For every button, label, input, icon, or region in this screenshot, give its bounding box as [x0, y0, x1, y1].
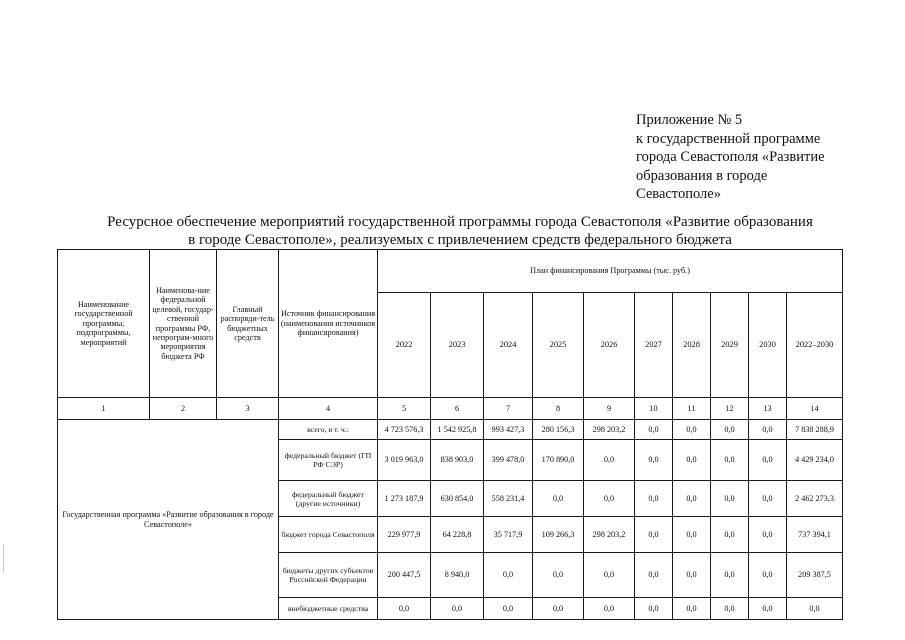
value-cell: 0,0 — [749, 420, 787, 440]
total-cell: 0,0 — [787, 598, 843, 620]
appendix-line: образования в городе — [636, 167, 768, 184]
value-cell: 0,0 — [673, 481, 711, 517]
column-number: 11 — [673, 398, 711, 420]
header-year: 2022 — [378, 293, 431, 398]
header-year: 2023 — [431, 293, 484, 398]
funding-source-cell: бюджеты других субъектов Российской Федерации — [279, 553, 378, 598]
column-number: 12 — [711, 398, 749, 420]
total-cell: 7 838 288,9 — [787, 420, 843, 440]
column-number: 8 — [533, 398, 584, 420]
column-number: 1 — [58, 398, 150, 420]
funding-source-cell: внебюджетные средства — [279, 598, 378, 620]
value-cell: 0,0 — [635, 517, 673, 553]
program-name-cell: Государственная программа «Развитие образования в городе Севастополе» — [58, 420, 279, 620]
value-cell: 0,0 — [673, 440, 711, 481]
funding-source-cell: федеральный бюджет (ГП РФ СЭР) — [279, 440, 378, 481]
value-cell: 838 903,0 — [431, 440, 484, 481]
value-cell: 0,0 — [711, 517, 749, 553]
value-cell: 0,0 — [673, 598, 711, 620]
title-line-1: Ресурсное обеспечение мероприятий государственной программы города Севастополя «Развитие образования — [107, 214, 813, 230]
value-cell: 229 977,9 — [378, 517, 431, 553]
value-cell: 200 447,5 — [378, 553, 431, 598]
total-cell: 4 429 234,0 — [787, 440, 843, 481]
column-number: 6 — [431, 398, 484, 420]
table-row — [58, 420, 843, 440]
value-cell: 0,0 — [431, 598, 484, 620]
header-year: 2029 — [711, 293, 749, 398]
value-cell: 170 890,0 — [533, 440, 584, 481]
value-cell: 0,0 — [711, 440, 749, 481]
value-cell: 8 940,0 — [431, 553, 484, 598]
value-cell: 0,0 — [673, 553, 711, 598]
header-year: 2030 — [749, 293, 787, 398]
value-cell: 0,0 — [749, 481, 787, 517]
total-cell: 737 394,1 — [787, 517, 843, 553]
column-number: 9 — [584, 398, 635, 420]
value-cell: 0,0 — [749, 517, 787, 553]
value-cell: 0,0 — [673, 420, 711, 440]
header-year-total: 2022–2030 — [787, 293, 843, 398]
column-number-row — [58, 398, 843, 420]
value-cell: 0,0 — [711, 598, 749, 620]
appendix-block — [636, 111, 896, 204]
value-cell: 0,0 — [533, 481, 584, 517]
value-cell: 0,0 — [584, 440, 635, 481]
total-cell: 2 462 273,3 — [787, 481, 843, 517]
column-number: 13 — [749, 398, 787, 420]
column-number: 4 — [279, 398, 378, 420]
value-cell: 0,0 — [584, 481, 635, 517]
value-cell: 0,0 — [635, 553, 673, 598]
header-budget-manager: Главный распоряди-тель бюджетных средств — [217, 250, 279, 398]
document-title — [60, 213, 860, 249]
value-cell: 0,0 — [484, 598, 533, 620]
value-cell: 35 717,9 — [484, 517, 533, 553]
header-financing-plan: План финансирования Программы (тыс. руб.) — [378, 250, 843, 293]
value-cell: 0,0 — [533, 598, 584, 620]
value-cell: 0,0 — [635, 598, 673, 620]
funding-source-cell: федеральный бюджет (другие источники) — [279, 481, 378, 517]
title-line-2: в городе Севастополе», реализуемых с привлечением средств федерального бюджета — [188, 232, 732, 248]
value-cell: 0,0 — [584, 553, 635, 598]
value-cell: 0,0 — [635, 440, 673, 481]
value-cell: 4 723 576,3 — [378, 420, 431, 440]
value-cell: 630 854,0 — [431, 481, 484, 517]
total-cell: 209 387,5 — [787, 553, 843, 598]
header-year: 2026 — [584, 293, 635, 398]
value-cell: 3 019 963,0 — [378, 440, 431, 481]
header-funding-source: Источник финансирования (наименования источников финансирования) — [279, 250, 378, 398]
value-cell: 0,0 — [484, 553, 533, 598]
value-cell: 0,0 — [749, 553, 787, 598]
column-number: 7 — [484, 398, 533, 420]
appendix-line: Приложение № 5 — [636, 112, 743, 128]
value-cell: 1 273 187,9 — [378, 481, 431, 517]
value-cell: 0,0 — [584, 598, 635, 620]
column-number: 5 — [378, 398, 431, 420]
value-cell: 1 542 925,8 — [431, 420, 484, 440]
header-program-name: Наименование государственной программы, подпрограммы, мероприятий — [58, 250, 150, 398]
header-year: 2027 — [635, 293, 673, 398]
value-cell: 0,0 — [749, 440, 787, 481]
value-cell: 0,0 — [673, 517, 711, 553]
column-number: 14 — [787, 398, 843, 420]
column-number: 2 — [150, 398, 217, 420]
column-number: 10 — [635, 398, 673, 420]
value-cell: 0,0 — [711, 553, 749, 598]
value-cell: 399 478,0 — [484, 440, 533, 481]
scan-edge-mark — [3, 545, 4, 573]
value-cell: 0,0 — [533, 553, 584, 598]
value-cell: 993 427,3 — [484, 420, 533, 440]
header-row — [58, 250, 843, 293]
header-year: 2024 — [484, 293, 533, 398]
header-year: 2025 — [533, 293, 584, 398]
column-number: 3 — [217, 398, 279, 420]
appendix-line: к государственной программе — [636, 130, 821, 147]
funding-source-cell: бюджет города Севастополя — [279, 517, 378, 553]
funding-source-cell: всего, в т. ч.: — [279, 420, 378, 440]
value-cell: 0,0 — [378, 598, 431, 620]
resource-table — [57, 249, 843, 620]
value-cell: 109 266,3 — [533, 517, 584, 553]
appendix-line: Севастополе» — [636, 186, 721, 202]
value-cell: 0,0 — [711, 481, 749, 517]
value-cell: 0,0 — [635, 420, 673, 440]
value-cell: 0,0 — [711, 420, 749, 440]
header-year: 2028 — [673, 293, 711, 398]
header-federal-program: Наименова-ние федеральной целевой, государ-ственной программы РФ, непрограм-много мероприятия бюджета РФ — [150, 250, 217, 398]
value-cell: 64 228,8 — [431, 517, 484, 553]
value-cell: 558 231,4 — [484, 481, 533, 517]
value-cell: 0,0 — [749, 598, 787, 620]
appendix-line: города Севастополя «Развитие — [636, 149, 825, 165]
value-cell: 298 203,2 — [584, 517, 635, 553]
value-cell: 0,0 — [635, 481, 673, 517]
value-cell: 280 156,3 — [533, 420, 584, 440]
value-cell: 298 203,2 — [584, 420, 635, 440]
